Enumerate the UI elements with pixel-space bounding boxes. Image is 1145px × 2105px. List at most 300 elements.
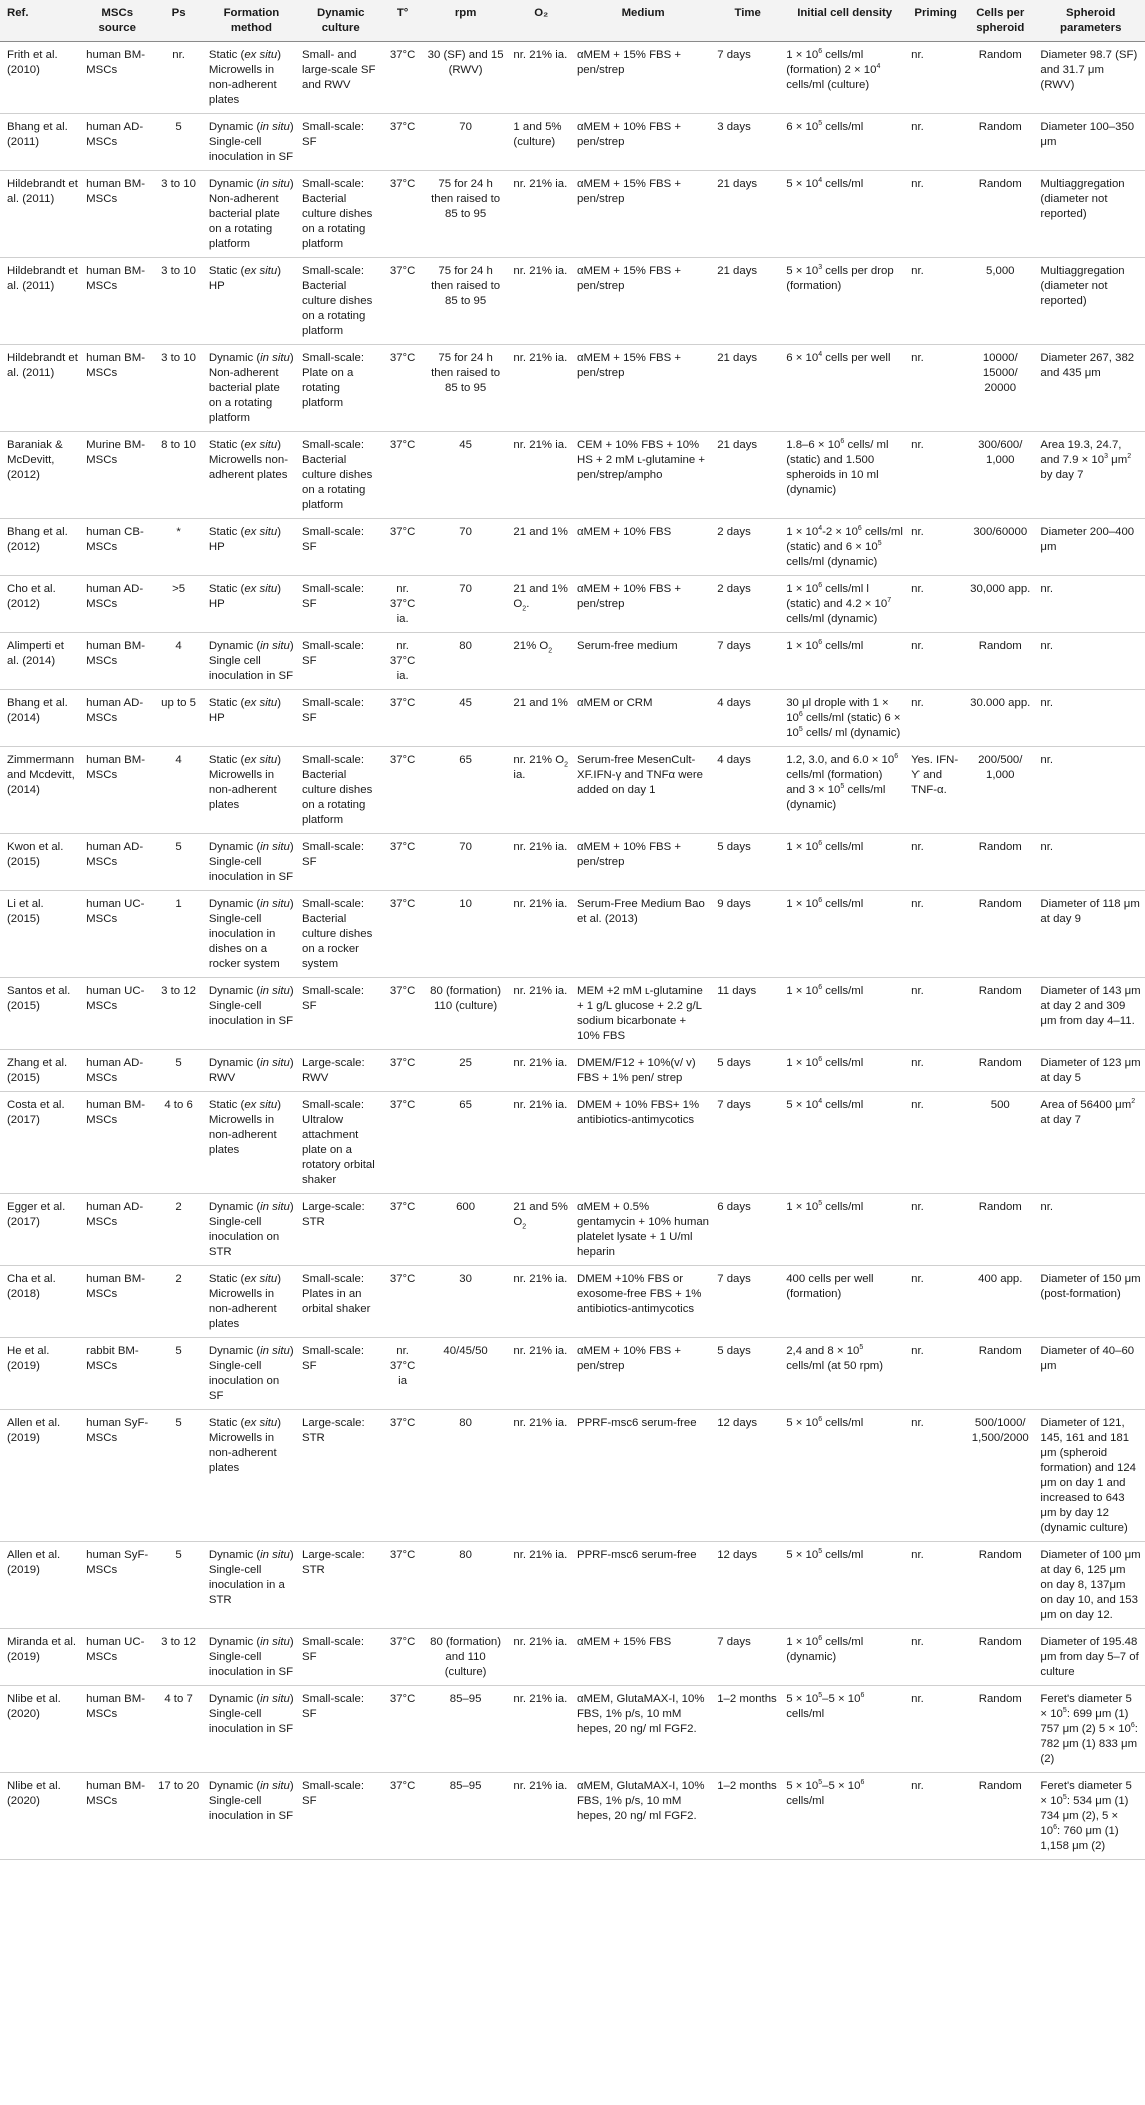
cell-ps: 3 to 12 (152, 978, 205, 1050)
cell-cells: Random (964, 978, 1036, 1050)
cell-time: 5 days (713, 834, 782, 891)
cell-ref: Frith et al. (2010) (0, 42, 82, 114)
cell-dens: $1 \times 10^6$ cells/ml (782, 978, 907, 1050)
cell-cells: Random (964, 1338, 1036, 1410)
table-row (0, 519, 1145, 576)
cell-dens: $6 \times 10^4$ cells per well (782, 345, 907, 432)
cell-dens: $5 \times 10^5-5 \times 10^6$ cells/ml (782, 1686, 907, 1773)
cell-o2: nr. 21% ia. (509, 345, 573, 432)
column-header-ps: Ps (152, 0, 205, 42)
cell-t: 37°C (383, 432, 421, 519)
cell-cells: Random (964, 42, 1036, 114)
cell-ps: 4 (152, 633, 205, 690)
cell-prim: nr. (907, 1266, 964, 1338)
cell-src: human BM-MSCs (82, 171, 152, 258)
cell-dens: $1 \times 10^6$ cells/ml (782, 891, 907, 978)
cell-prim: nr. (907, 114, 964, 171)
cell-form: Dynamic (in situ) Single-cell inoculation in SF (205, 114, 298, 171)
cell-ps: 3 to 10 (152, 258, 205, 345)
cell-dyn: Small-scale: SF (298, 1686, 383, 1773)
table-row (0, 891, 1145, 978)
cell-dens: $5 \times 10^5$ cells/ml (782, 1542, 907, 1629)
cell-dyn: Small-scale: SF (298, 114, 383, 171)
cell-t: 37°C (383, 1266, 421, 1338)
cell-t: 37°C (383, 891, 421, 978)
cell-prim: nr. (907, 345, 964, 432)
cell-ref: Santos et al. (2015) (0, 978, 82, 1050)
cell-t: 37°C (383, 747, 421, 834)
cell-dyn: Small-scale: Plates in an orbital shaker (298, 1266, 383, 1338)
cell-time: 7 days (713, 1266, 782, 1338)
cell-dyn: Small- and large-scale SF and RWV (298, 42, 383, 114)
cell-t: 37°C (383, 1410, 421, 1542)
cell-dyn: Small-scale: SF (298, 1773, 383, 1860)
cell-src: human AD-MSCs (82, 576, 152, 633)
table-row (0, 747, 1145, 834)
cell-dyn: Small-scale: SF (298, 576, 383, 633)
cell-src: human UC-MSCs (82, 891, 152, 978)
cell-prim: nr. (907, 1338, 964, 1410)
cell-med: αMEM, GlutaMAX-I, 10% FBS, 1% p/s, 10 mM hepes, 20 ng/ ml FGF2. (573, 1773, 713, 1860)
cell-form: Dynamic (in situ) Single-cell inoculation on SF (205, 1338, 298, 1410)
cell-o2: nr. 21% ia. (509, 1050, 573, 1092)
cell-cells: Random (964, 834, 1036, 891)
cell-time: 5 days (713, 1050, 782, 1092)
cell-rpm: 30 (422, 1266, 510, 1338)
cell-med: αMEM + 15% FBS + pen/strep (573, 258, 713, 345)
cell-ps: 4 (152, 747, 205, 834)
cell-o2: nr. 21% $O_2$ ia. (509, 747, 573, 834)
table-row (0, 1542, 1145, 1629)
cell-prim: nr. (907, 1773, 964, 1860)
cell-time: 3 days (713, 114, 782, 171)
cell-dyn: Small-scale: SF (298, 978, 383, 1050)
cell-form: Static (ex situ) Microwells in non-adherent plates (205, 747, 298, 834)
table-row (0, 978, 1145, 1050)
cell-o2: 21 and 1% $O_2$. (509, 576, 573, 633)
cell-med: MEM +2 mM ʟ-glutamine + 1 g/L glucose + 2.2 g/L sodium bicarbonate + 10% FBS (573, 978, 713, 1050)
cell-sph: Diameter of 100 μm at day 6, 125 μm on day 8, 137μm on day 10, and 153 μm on day 12. (1036, 1542, 1145, 1629)
cell-sph: Diameter of 123 μm at day 5 (1036, 1050, 1145, 1092)
cell-ref: Nlibe et al. (2020) (0, 1686, 82, 1773)
cell-time: 7 days (713, 633, 782, 690)
cell-o2: 21 and 5% $O_2$ (509, 1194, 573, 1266)
cell-ref: Costa et al. (2017) (0, 1092, 82, 1194)
cell-ref: Hildebrandt et al. (2011) (0, 345, 82, 432)
cell-dyn: Small-scale: Bacterial culture dishes on a rotating platform (298, 747, 383, 834)
cell-rpm: 80 (422, 1410, 510, 1542)
table-row (0, 114, 1145, 171)
cell-dyn: Small-scale: SF (298, 519, 383, 576)
cell-t: 37°C (383, 114, 421, 171)
cell-dyn: Small-scale: Bacterial culture dishes on a rocker system (298, 891, 383, 978)
cell-src: human AD-MSCs (82, 114, 152, 171)
cell-rpm: 70 (422, 576, 510, 633)
cell-dyn: Small-scale: SF (298, 1629, 383, 1686)
cell-form: Dynamic (in situ) RWV (205, 1050, 298, 1092)
cell-ps: 5 (152, 114, 205, 171)
cell-rpm: 30 (SF) and 15 (RWV) (422, 42, 510, 114)
cell-sph: Diameter of 143 μm at day 2 and 309 μm from day 4–11. (1036, 978, 1145, 1050)
cell-t: 37°C (383, 1194, 421, 1266)
cell-sph: nr. (1036, 576, 1145, 633)
cell-form: Dynamic (in situ) Single-cell inoculation in SF (205, 1773, 298, 1860)
cell-o2: nr. 21% ia. (509, 42, 573, 114)
cell-ps: >5 (152, 576, 205, 633)
column-header-time: Time (713, 0, 782, 42)
cell-cells: Random (964, 1686, 1036, 1773)
cell-ps: 8 to 10 (152, 432, 205, 519)
cell-time: 7 days (713, 42, 782, 114)
cell-form: Dynamic (in situ) Single-cell inoculation in SF (205, 978, 298, 1050)
column-header-ref: Ref. (0, 0, 82, 42)
cell-dens: $1 \times 10^6$ cells/ml l (static) and $4.2 \times 10^7$ cells/ml (dynamic) (782, 576, 907, 633)
cell-src: human BM-MSCs (82, 1686, 152, 1773)
cell-rpm: 25 (422, 1050, 510, 1092)
cell-rpm: 40/45/50 (422, 1338, 510, 1410)
cell-time: 11 days (713, 978, 782, 1050)
table-row (0, 1410, 1145, 1542)
cell-prim: nr. (907, 1686, 964, 1773)
cell-prim: nr. (907, 978, 964, 1050)
cell-o2: 1 and 5% (culture) (509, 114, 573, 171)
cell-dens: $1 \times 10^6$ cells/ml (782, 633, 907, 690)
cell-dens: 1.2, 3.0, and $6.0 \times 10^6$ cells/ml (formation) and $3 \times 10^5$ cells/ml (dynamic) (782, 747, 907, 834)
cell-ref: He et al. (2019) (0, 1338, 82, 1410)
cell-prim: Yes. IFN-ϒ and TNF-α. (907, 747, 964, 834)
column-header-prim: Priming (907, 0, 964, 42)
cell-rpm: 10 (422, 891, 510, 978)
cell-t: 37°C (383, 519, 421, 576)
cell-ref: Cha et al. (2018) (0, 1266, 82, 1338)
cell-o2: nr. 21% ia. (509, 432, 573, 519)
cell-ps: 17 to 20 (152, 1773, 205, 1860)
table-row (0, 834, 1145, 891)
cell-src: human BM-MSCs (82, 1092, 152, 1194)
table-row (0, 432, 1145, 519)
cell-ref: Bhang et al. (2011) (0, 114, 82, 171)
cell-dens: $5 \times 10^4$ cells/ml (782, 171, 907, 258)
cell-med: PPRF-msc6 serum-free (573, 1542, 713, 1629)
cell-sph: Diameter 98.7 (SF) and 31.7 μm (RWV) (1036, 42, 1145, 114)
cell-dens: $1 \times 10^6$ cells/ml (formation) $2 \times 10^4$ cells/ml (culture) (782, 42, 907, 114)
column-header-cells: Cells per spheroid (964, 0, 1036, 42)
cell-cells: 300/600/ 1,000 (964, 432, 1036, 519)
cell-o2: 21 and 1% (509, 690, 573, 747)
cell-o2: nr. 21% ia. (509, 1266, 573, 1338)
cell-ref: Allen et al. (2019) (0, 1542, 82, 1629)
cell-prim: nr. (907, 1410, 964, 1542)
column-header-sph: Spheroid parameters (1036, 0, 1145, 42)
cell-o2: nr. 21% ia. (509, 1410, 573, 1542)
cell-dyn: Small-scale: Bacterial culture dishes on a rotating platform (298, 258, 383, 345)
cell-o2: nr. 21% ia. (509, 1092, 573, 1194)
cell-t: nr. 37°C ia. (383, 633, 421, 690)
cell-form: Static (ex situ) HP (205, 690, 298, 747)
cell-ps: 5 (152, 1050, 205, 1092)
cell-src: human AD-MSCs (82, 1050, 152, 1092)
cell-src: human CB-MSCs (82, 519, 152, 576)
cell-dens: $1 \times 10^6$ cells/ml (782, 834, 907, 891)
cell-rpm: 600 (422, 1194, 510, 1266)
cell-dyn: Large-scale: STR (298, 1194, 383, 1266)
cell-rpm: 85–95 (422, 1773, 510, 1860)
cell-t: 37°C (383, 1050, 421, 1092)
cell-dens: 2,4 and $8 \times 10^5$ cells/ml (at 50 rpm) (782, 1338, 907, 1410)
cell-ref: Zimmermann and Mcdevitt, (2014) (0, 747, 82, 834)
cell-ref: Miranda et al. (2019) (0, 1629, 82, 1686)
cell-dyn: Small-scale: Bacterial culture dishes on a rotating platform (298, 432, 383, 519)
table-row (0, 1194, 1145, 1266)
cell-sph: nr. (1036, 690, 1145, 747)
cell-cells: 500 (964, 1092, 1036, 1194)
table-row (0, 1266, 1145, 1338)
cell-prim: nr. (907, 1542, 964, 1629)
cell-dens: 400 cells per well (formation) (782, 1266, 907, 1338)
cell-src: human BM-MSCs (82, 258, 152, 345)
cell-sph: nr. (1036, 747, 1145, 834)
cell-ps: 4 to 7 (152, 1686, 205, 1773)
cell-time: 7 days (713, 1629, 782, 1686)
cell-cells: Random (964, 114, 1036, 171)
cell-med: αMEM + 10% FBS (573, 519, 713, 576)
table-row (0, 690, 1145, 747)
cell-rpm: 45 (422, 690, 510, 747)
table-row (0, 1092, 1145, 1194)
cell-cells: Random (964, 1194, 1036, 1266)
cell-dyn: Small-scale: SF (298, 633, 383, 690)
cell-rpm: 80 (formation) and 110 (culture) (422, 1629, 510, 1686)
cell-t: 37°C (383, 258, 421, 345)
cell-dens: $6 \times 10^5$ cells/ml (782, 114, 907, 171)
cell-med: αMEM + 10% FBS + pen/strep (573, 114, 713, 171)
column-header-t: T° (383, 0, 421, 42)
cell-ps: 5 (152, 1338, 205, 1410)
cell-dyn: Small-scale: Plate on a rotating platform (298, 345, 383, 432)
cell-dyn: Small-scale: SF (298, 834, 383, 891)
cell-sph: Feret's diameter $5 \times 10^5$: 534 μm (1) 734 μm (2), $5 \times 10^6$: 760 μm (1) 1,158 μm (2) (1036, 1773, 1145, 1860)
cell-dens: $1 \times 10^5$ cells/ml (782, 1194, 907, 1266)
cell-sph: Multiaggregation (diameter not reported) (1036, 258, 1145, 345)
cell-form: Static (ex situ) Microwells in non-adherent plates (205, 1092, 298, 1194)
cell-dyn: Large-scale: RWV (298, 1050, 383, 1092)
column-header-dyn: Dynamic culture (298, 0, 383, 42)
cell-rpm: 70 (422, 519, 510, 576)
cell-sph: nr. (1036, 633, 1145, 690)
cell-time: 1–2 months (713, 1773, 782, 1860)
cell-t: 37°C (383, 171, 421, 258)
cell-cells: 30.000 app. (964, 690, 1036, 747)
column-header-o2: O₂ (509, 0, 573, 42)
cell-med: αMEM + 15% FBS + pen/strep (573, 345, 713, 432)
cell-time: 7 days (713, 1092, 782, 1194)
cell-t: 37°C (383, 1629, 421, 1686)
cell-sph: Diameter 200–400 μm (1036, 519, 1145, 576)
cell-src: human BM-MSCs (82, 345, 152, 432)
cell-med: αMEM + 10% FBS + pen/strep (573, 576, 713, 633)
cell-dyn: Small-scale: Bacterial culture dishes on a rotating platform (298, 171, 383, 258)
cell-ref: Alimperti et al. (2014) (0, 633, 82, 690)
cell-cells: 300/60000 (964, 519, 1036, 576)
cell-time: 4 days (713, 747, 782, 834)
cell-sph: Feret's diameter $5 \times 10^5$: 699 μm (1) 757 μm (2) $5 \times 10^6$: 782 μm (1) 833 μm (2) (1036, 1686, 1145, 1773)
cell-prim: nr. (907, 171, 964, 258)
cell-cells: Random (964, 1542, 1036, 1629)
cell-ref: Cho et al. (2012) (0, 576, 82, 633)
cell-cells: Random (964, 171, 1036, 258)
cell-time: 1–2 months (713, 1686, 782, 1773)
cell-cells: Random (964, 1773, 1036, 1860)
cell-prim: nr. (907, 42, 964, 114)
cell-ps: 2 (152, 1194, 205, 1266)
cell-med: αMEM, GlutaMAX-I, 10% FBS, 1% p/s, 10 mM hepes, 20 ng/ ml FGF2. (573, 1686, 713, 1773)
cell-dens: $1 \times 10^6$ cells/ml (dynamic) (782, 1629, 907, 1686)
table-row (0, 345, 1145, 432)
cell-sph: Diameter of 195.48 μm from day 5–7 of culture (1036, 1629, 1145, 1686)
cell-sph: Diameter of 118 μm at day 9 (1036, 891, 1145, 978)
cell-dyn: Small-scale: Ultralow attachment plate on a rotatory orbital shaker (298, 1092, 383, 1194)
cell-dyn: Small-scale: SF (298, 690, 383, 747)
cell-med: αMEM + 15% FBS + pen/strep (573, 42, 713, 114)
cell-o2: nr. 21% ia. (509, 171, 573, 258)
cell-dens: $5 \times 10^6$ cells/ml (782, 1410, 907, 1542)
cell-dens: $5 \times 10^5-5 \times 10^6$ cells/ml (782, 1773, 907, 1860)
cell-rpm: 75 for 24 h then raised to 85 to 95 (422, 171, 510, 258)
cell-src: human UC-MSCs (82, 1629, 152, 1686)
cell-cells: Random (964, 1050, 1036, 1092)
cell-rpm: 65 (422, 1092, 510, 1194)
cell-src: human SyF-MSCs (82, 1410, 152, 1542)
cell-form: Static (ex situ) HP (205, 519, 298, 576)
cell-med: DMEM + 10% FBS+ 1% antibiotics-antimycotics (573, 1092, 713, 1194)
table-row (0, 1773, 1145, 1860)
cell-prim: nr. (907, 1092, 964, 1194)
cell-ref: Egger et al. (2017) (0, 1194, 82, 1266)
cell-dyn: Large-scale: STR (298, 1410, 383, 1542)
cell-cells: Random (964, 1629, 1036, 1686)
cell-cells: 500/1000/ 1,500/2000 (964, 1410, 1036, 1542)
cell-time: 12 days (713, 1542, 782, 1629)
cell-ps: 4 to 6 (152, 1092, 205, 1194)
cell-med: αMEM or CRM (573, 690, 713, 747)
cell-sph: Diameter 267, 382 and 435 μm (1036, 345, 1145, 432)
table-body (0, 42, 1145, 1860)
cell-dens: $5 \times 10^3$ cells per drop (formation) (782, 258, 907, 345)
cell-sph: nr. (1036, 834, 1145, 891)
cell-form: Dynamic (in situ) Single cell inoculation in SF (205, 633, 298, 690)
cell-ref: Li et al. (2015) (0, 891, 82, 978)
cell-form: Static (ex situ) HP (205, 576, 298, 633)
cell-ref: Hildebrandt et al. (2011) (0, 258, 82, 345)
cell-rpm: 70 (422, 114, 510, 171)
cell-ref: Zhang et al. (2015) (0, 1050, 82, 1092)
cell-t: 37°C (383, 690, 421, 747)
cell-med: αMEM + 10% FBS + pen/strep (573, 1338, 713, 1410)
cell-src: human BM-MSCs (82, 1266, 152, 1338)
cell-form: Dynamic (in situ) Single-cell inoculation in SF (205, 1629, 298, 1686)
cell-ps: 5 (152, 1542, 205, 1629)
cell-ps: 3 to 10 (152, 171, 205, 258)
cell-cells: Random (964, 633, 1036, 690)
cell-src: human AD-MSCs (82, 834, 152, 891)
column-header-med: Medium (573, 0, 713, 42)
cell-prim: nr. (907, 576, 964, 633)
cell-t: 37°C (383, 1773, 421, 1860)
cell-t: 37°C (383, 345, 421, 432)
cell-ref: Hildebrandt et al. (2011) (0, 171, 82, 258)
cell-ps: 1 (152, 891, 205, 978)
cell-form: Dynamic (in situ) Non-adherent bacterial plate on a rotating platform (205, 171, 298, 258)
cell-sph: Area 19.3, 24.7, and $7.9 \times 10^3$ $\mu m^2$ by day 7 (1036, 432, 1145, 519)
cell-med: αMEM + 15% FBS + pen/strep (573, 171, 713, 258)
cell-form: Dynamic (in situ) Single-cell inoculation in SF (205, 1686, 298, 1773)
cell-t: 37°C (383, 1686, 421, 1773)
cell-ps: 3 to 12 (152, 1629, 205, 1686)
cell-time: 2 days (713, 576, 782, 633)
cell-med: Serum-Free Medium Bao et al. (2013) (573, 891, 713, 978)
cell-src: human UC-MSCs (82, 978, 152, 1050)
cell-form: Static (ex situ) HP (205, 258, 298, 345)
cell-t: 37°C (383, 1092, 421, 1194)
cell-med: PPRF-msc6 serum-free (573, 1410, 713, 1542)
cell-ref: Bhang et al. (2014) (0, 690, 82, 747)
cell-prim: nr. (907, 891, 964, 978)
cell-src: human AD-MSCs (82, 690, 152, 747)
cell-cells: 30,000 app. (964, 576, 1036, 633)
cell-o2: nr. 21% ia. (509, 1542, 573, 1629)
cell-med: DMEM/F12 + 10%(v/ v) FBS + 1% pen/ strep (573, 1050, 713, 1092)
cell-prim: nr. (907, 1050, 964, 1092)
cell-med: αMEM + 15% FBS (573, 1629, 713, 1686)
cell-ref: Bhang et al. (2012) (0, 519, 82, 576)
cell-src: human BM-MSCs (82, 747, 152, 834)
cell-time: 21 days (713, 345, 782, 432)
cell-sph: Diameter of 40–60 μm (1036, 1338, 1145, 1410)
cell-o2: nr. 21% ia. (509, 891, 573, 978)
cell-time: 21 days (713, 432, 782, 519)
cell-prim: nr. (907, 1629, 964, 1686)
cell-time: 2 days (713, 519, 782, 576)
cell-sph: Diameter of 150 μm (post-formation) (1036, 1266, 1145, 1338)
cell-med: Serum-free medium (573, 633, 713, 690)
cell-ps: up to 5 (152, 690, 205, 747)
cell-prim: nr. (907, 519, 964, 576)
table-row (0, 1629, 1145, 1686)
cell-prim: nr. (907, 432, 964, 519)
cell-rpm: 75 for 24 h then raised to 85 to 95 (422, 345, 510, 432)
table-row (0, 42, 1145, 114)
cell-med: αMEM + 0.5% gentamycin + 10% human platelet lysate + 1 U/ml heparin (573, 1194, 713, 1266)
cell-o2: nr. 21% ia. (509, 1773, 573, 1860)
cell-form: Static (ex situ) Microwells non-adherent plates (205, 432, 298, 519)
table-row (0, 1050, 1145, 1092)
cell-prim: nr. (907, 690, 964, 747)
table-row (0, 1338, 1145, 1410)
column-header-dens: Initial cell density (782, 0, 907, 42)
cell-form: Dynamic (in situ) Non-adherent bacterial plate on a rotating platform (205, 345, 298, 432)
cell-dens: $1 \times 10^4-2 \times 10^6$ cells/ml (static) and $6 \times 10^5$ cells/ml (dynamic) (782, 519, 907, 576)
table-row (0, 576, 1145, 633)
cell-cells: 400 app. (964, 1266, 1036, 1338)
cell-form: Static (ex situ) Microwells in non-adherent plates (205, 42, 298, 114)
cell-cells: 10000/ 15000/ 20000 (964, 345, 1036, 432)
cell-form: Static (ex situ) Microwells in non-adherent plates (205, 1266, 298, 1338)
cell-o2: 21% $O_2$ (509, 633, 573, 690)
cell-ps: 5 (152, 1410, 205, 1542)
cell-t: nr. 37°C ia (383, 1338, 421, 1410)
cell-sph: Diameter of 121, 145, 161 and 181 μm (spheroid formation) and 124 μm on day 1 and increased to 643 μm by day 12 (dynamic culture) (1036, 1410, 1145, 1542)
cell-form: Dynamic (in situ) Single-cell inoculation in SF (205, 834, 298, 891)
